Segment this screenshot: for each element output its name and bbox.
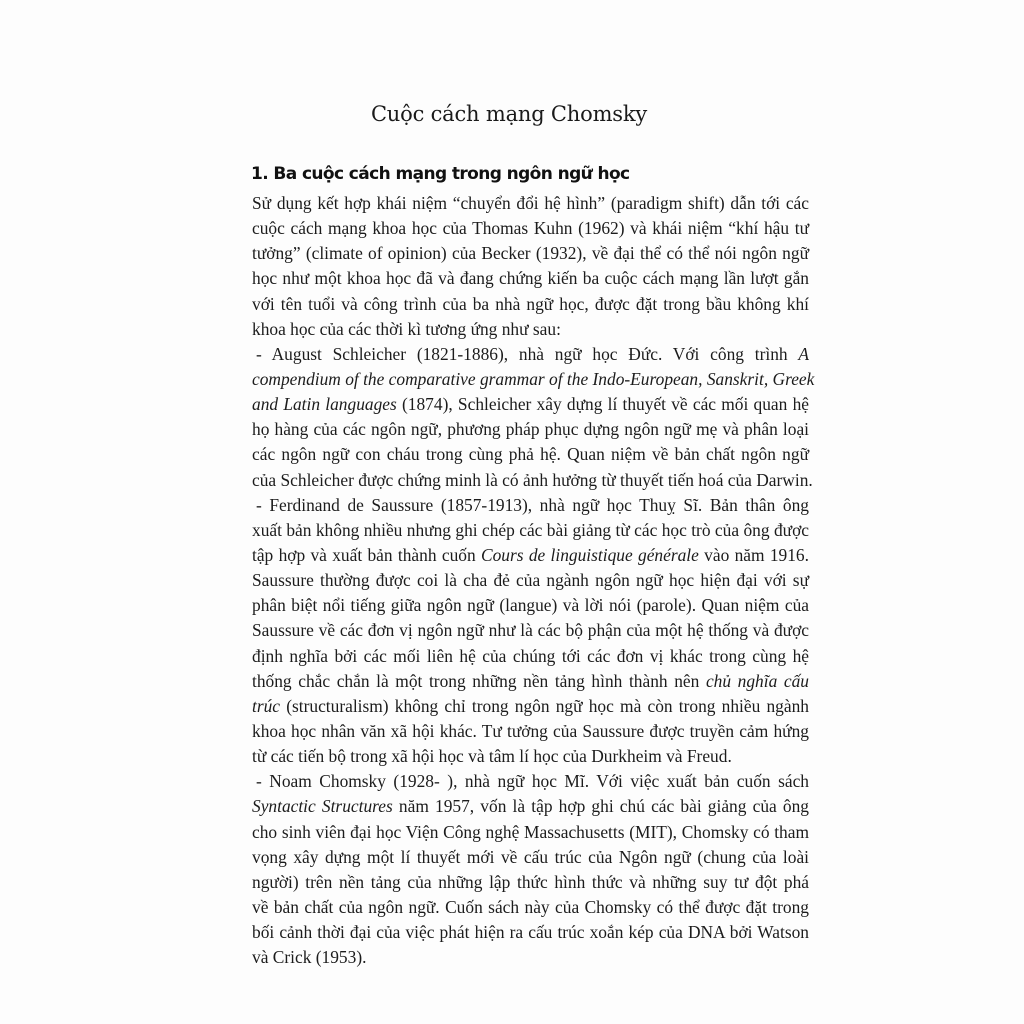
text-line bbox=[252, 292, 809, 317]
text-line bbox=[252, 317, 809, 342]
text-segment: (structuralism) không chỉ trong ngôn ngữ học mà còn trong nhiều ngành bbox=[280, 695, 809, 716]
text-line bbox=[252, 392, 809, 417]
text-line bbox=[252, 342, 809, 367]
text-line bbox=[252, 417, 809, 442]
text-segment: phân biệt nổi tiếng giữa ngôn ngữ (langue) và lời nói (parole). Quan niệm của bbox=[252, 595, 809, 616]
text-segment: - August Schleicher (1821-1886), nhà ngữ học Đức. Với công trình bbox=[256, 343, 799, 364]
text-line bbox=[252, 694, 809, 719]
italic-text: Syntactic Structures bbox=[252, 796, 393, 817]
text-segment: khoa học của các thời kì tương ứng như sau: bbox=[252, 318, 561, 339]
text-line bbox=[252, 568, 809, 593]
text-segment: xuất bản không nhiều nhưng ghi chép các bài giảng từ các học trò của ông được bbox=[252, 519, 809, 540]
text-line bbox=[252, 769, 809, 794]
text-segment: với tên tuổi và công trình của ba nhà ngữ học, được đặt trong bầu không khí bbox=[252, 293, 809, 314]
italic-text: and Latin languages bbox=[252, 394, 397, 415]
text-segment: Saussure về các đơn vị ngôn ngữ như là các bộ phận của một hệ thống và được bbox=[252, 620, 809, 641]
text-line bbox=[252, 719, 809, 744]
text-segment: vọng xây dựng một lí thuyết mới về cấu trúc của Ngôn ngữ (chung của loài bbox=[252, 846, 809, 867]
text-segment: (1874), Schleicher xây dựng lí thuyết về các mối quan hệ bbox=[396, 394, 809, 415]
body-text bbox=[252, 191, 815, 970]
text-line bbox=[252, 669, 809, 694]
text-segment: Sử dụng kết hợp khái niệm “chuyển đổi hệ hình” (paradigm shift) dẫn tới các bbox=[252, 193, 809, 213]
chapter-title: Cuộc cách mạng Chomsky bbox=[370, 102, 648, 126]
italic-text: Cours de linguistique générale bbox=[480, 544, 699, 565]
italic-text: chủ nghĩa cấu bbox=[705, 670, 810, 691]
text-segment: - Ferdinand de Saussure (1857-1913), nhà ngữ học Thuỵ Sĩ. Bản thân ông bbox=[256, 494, 809, 515]
text-segment: và Crick (1953). bbox=[252, 947, 367, 968]
text-segment: học như một khoa học đã và đang chứng kiến ba cuộc cách mạng lần lượt gắn bbox=[252, 268, 809, 289]
italic-text: trúc bbox=[252, 695, 281, 716]
italic-text: compendium of the comparative grammar of the Indo-European, Sanskrit, Greek bbox=[252, 368, 815, 389]
text-segment: bối cảnh thời đại của việc phát hiện ra cấu trúc xoắn kép của DNA bởi Watson bbox=[252, 922, 809, 943]
text-segment: cho sinh viên đại học Viện Công nghệ Massachusetts (MIT), Chomsky có tham bbox=[252, 821, 809, 842]
text-segment: cuộc cách mạng khoa học của Thomas Kuhn (1962) và khái niệm “khí hậu tư bbox=[252, 218, 809, 239]
text-segment: tập hợp và xuất bản thành cuốn bbox=[252, 544, 481, 565]
text-segment: về bản chất của ngôn ngữ. Cuốn sách này của Chomsky có thể được đặt trong bbox=[252, 896, 809, 917]
text-line bbox=[252, 845, 809, 870]
text-line bbox=[252, 618, 809, 643]
text-segment: tưởng” (climate of opinion) của Becker (1932), về đại thể có thể nói ngôn ngữ bbox=[252, 243, 809, 264]
text-line bbox=[252, 493, 809, 518]
text-line bbox=[252, 266, 809, 291]
text-line bbox=[252, 920, 809, 945]
text-segment: từ các tiến bộ trong xã hội học và tâm lí học của Durkheim và Freud. bbox=[252, 746, 732, 767]
text-segment: năm 1957, vốn là tập hợp ghi chú các bài giảng của ông bbox=[392, 796, 809, 817]
text-line bbox=[252, 744, 809, 769]
italic-text: A bbox=[798, 343, 809, 364]
text-segment: - Noam Chomsky (1928- ), nhà ngữ học Mĩ. Với việc xuất bản cuốn sách bbox=[256, 771, 809, 792]
text-line bbox=[252, 518, 809, 543]
text-segment: người) trên nền tảng của những lập thức hình thức và những suy tư đột phá bbox=[252, 871, 809, 892]
text-line bbox=[252, 794, 809, 819]
text-segment: họ hàng của các ngôn ngữ, phương pháp phục dựng ngôn ngữ mẹ và phân loại bbox=[252, 419, 809, 440]
text-segment: định nghĩa bởi các mối liên hệ của chúng tới các đơn vị khác trong cùng hệ bbox=[252, 645, 809, 666]
text-line bbox=[252, 442, 809, 467]
text-line bbox=[252, 870, 809, 895]
text-line bbox=[252, 895, 809, 920]
text-line bbox=[252, 820, 809, 845]
text-line bbox=[252, 543, 809, 568]
text-line bbox=[252, 945, 809, 970]
text-segment: các ngôn ngữ con cháu trong cùng phả hệ. Quan niệm về bản chất ngôn ngữ bbox=[252, 444, 809, 465]
text-segment: vào năm 1916. bbox=[698, 544, 809, 565]
text-line bbox=[252, 191, 809, 216]
text-line bbox=[252, 468, 813, 493]
text-line bbox=[252, 216, 809, 241]
section-heading: 1. Ba cuộc cách mạng trong ngôn ngữ học bbox=[251, 164, 630, 184]
text-segment: Saussure thường được coi là cha đẻ của ngành ngôn ngữ học hiện đại với sự bbox=[252, 570, 809, 591]
text-segment: khoa học nhân văn xã hội khác. Tư tưởng của Saussure được truyền cảm hứng bbox=[252, 720, 809, 741]
text-line bbox=[252, 241, 809, 266]
text-segment: của Schleicher được chứng minh là có ảnh hưởng từ thuyết tiến hoá của Darwin. bbox=[252, 469, 813, 490]
text-line bbox=[252, 593, 809, 618]
text-line bbox=[252, 644, 809, 669]
text-segment: thống chắc chắn là một trong những nền tảng hình thành nên bbox=[252, 670, 706, 691]
text-line bbox=[252, 367, 815, 392]
